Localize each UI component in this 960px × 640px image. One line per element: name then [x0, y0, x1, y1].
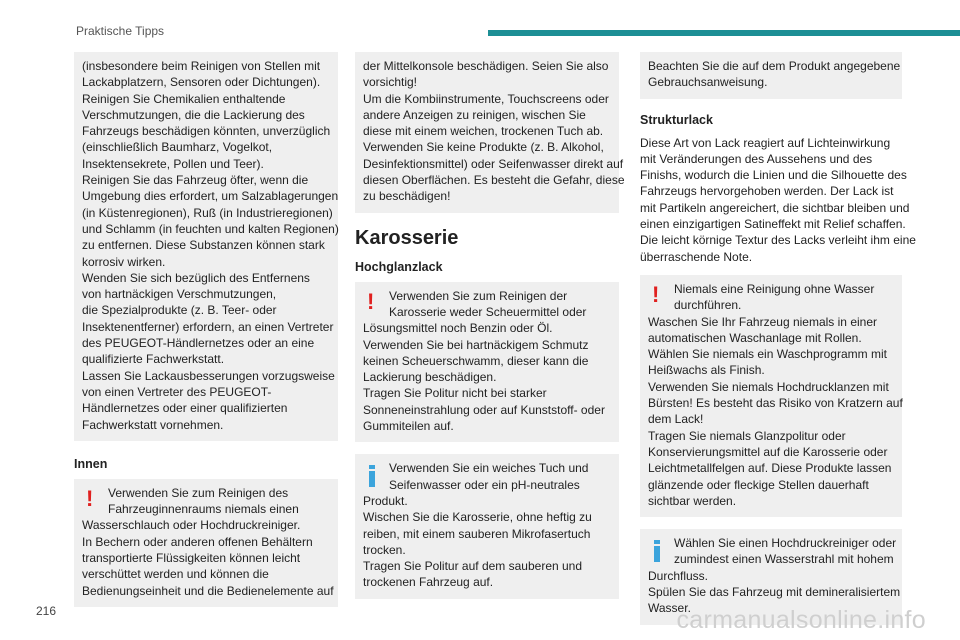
text-line: von einen Vertreter des PEUGEOT- [82, 384, 272, 399]
text-line: sichtbar werden. [648, 493, 737, 508]
warning-box-innen [74, 479, 338, 607]
note-box-continued [74, 52, 338, 441]
text-line: Fachwerkstatt vornehmen. [82, 417, 224, 432]
warning-exclamation-icon: ! [652, 281, 660, 307]
text-line: Verwenden Sie keine Produkte (z. B. Alkohol, [363, 140, 604, 155]
text-line: Wählen Sie niemals ein Waschprogramm mit [648, 347, 887, 362]
text-line: die Spezialprodukte (z. B. Teer- oder [82, 303, 277, 318]
heading-karosserie: Karosserie [355, 226, 459, 249]
text-line: Insektensekrete, Pollen und Teer). [82, 156, 264, 171]
text-line: Waschen Sie Ihr Fahrzeug niemals in einer [648, 314, 877, 329]
text-line: Insektenentferner) erfordern, an einen Vertreter [82, 319, 334, 334]
text-line: und Schlamm (in feuchten und kalten Regionen) [82, 221, 339, 236]
text-line: mit Partikeln angereichert, die sichtbar bleiben und [640, 200, 910, 215]
text-line: der Mittelkonsole beschädigen. Seien Sie also [363, 59, 609, 73]
header-accent-bar [488, 30, 960, 36]
text-line: diesen Oberflächen. Es besteht die Gefahr, diese [363, 173, 625, 188]
text-line: andere Anzeigen zu reinigen, wischen Sie [363, 107, 586, 122]
text-line: Tragen Sie Politur nicht bei starker [363, 386, 547, 401]
text-line: Lackabplatzern, Sensoren oder Dichtungen). [82, 75, 321, 90]
text-line: diese mit einem weichen, trockenen Tuch ab. [363, 124, 604, 139]
heading-innen: Innen [74, 456, 108, 471]
text-line: Reinigen Sie das Fahrzeug öfter, wenn die [82, 173, 309, 188]
text-line: korrosiv wirken. [82, 254, 166, 269]
text-line: einen einzigartigen Satineffekt mit Relief schaffen. [640, 217, 906, 232]
text-line: mit Veränderungen des Aussehens und des [640, 151, 873, 166]
text-line: Tragen Sie Politur auf dem sauberen und [363, 559, 583, 574]
text-line: vorsichtig! [363, 75, 418, 90]
text-line: Bedienungseinheit und die Bedienelemente auf [82, 583, 334, 598]
text-line: zu entfernen. Diese Substanzen können stark [82, 238, 325, 253]
text-line: verschüttet werden und können die [82, 567, 269, 582]
text-line: Sonneneinstrahlung oder auf Kunststoff- oder [363, 402, 605, 417]
text-line: durchführen. [674, 298, 742, 313]
text-line: Gummiteilen auf. [363, 419, 454, 434]
text-line: Wasserschlauch oder Hochdruckreiniger. [82, 518, 301, 533]
strukturlack-paragraph [640, 135, 916, 265]
page-number: 216 [36, 604, 57, 618]
info-icon [369, 465, 375, 487]
text-line: Produkt. [363, 493, 408, 508]
text-line: Fahrzeuginnenraums niemals einen [108, 502, 299, 517]
column-2 [355, 52, 625, 611]
note-box-continued [640, 52, 902, 99]
header-title: Praktische Tipps [76, 24, 165, 38]
heading-strukturlack: Strukturlack [640, 112, 713, 127]
text-line: Durchfluss. [648, 568, 709, 583]
text-line: In Bechern oder anderen offenen Behältern [82, 534, 313, 549]
text-line: zumindest einen Wasserstrahl mit hohem [674, 552, 894, 567]
warning-exclamation-icon: ! [86, 485, 94, 511]
info-icon [654, 540, 660, 562]
text-line: von hartnäckigen Verschmutzungen, [82, 287, 277, 302]
text-line: reiben, mit einem sauberen Mikrofasertuch [363, 526, 591, 541]
text-line: Konservierungsmittel auf die Karosserie oder [648, 444, 888, 459]
text-line: Tragen Sie niemals Glanzpolitur oder [648, 428, 846, 443]
warning-exclamation-icon: ! [367, 288, 375, 314]
note-box-continued [355, 52, 625, 213]
text-line: Wischen Sie die Karosserie, ohne heftig zu [363, 510, 592, 525]
info-box-hochglanz [355, 454, 619, 598]
text-line: Karosserie weder Scheuermittel oder [389, 304, 587, 319]
text-line: Verwenden Sie ein weiches Tuch und [389, 461, 589, 476]
column-3 [640, 52, 916, 637]
text-line: Diese Art von Lack reagiert auf Lichteinwirkung [640, 135, 891, 150]
text-line: zu beschädigen! [363, 189, 451, 204]
text-line: dem Lack! [648, 412, 704, 427]
text-line: Lackierung beschädigen. [363, 370, 497, 385]
text-line: Spülen Sie das Fahrzeug mit demineralisiertem [648, 585, 901, 600]
warning-box-strukturlack [640, 275, 902, 517]
text-line: Lassen Sie Lackausbesserungen vorzugsweise [82, 368, 335, 383]
text-line: Verwenden Sie bei hartnäckigem Schmutz [363, 337, 589, 352]
text-line: (in Küstenregionen), Ruß (in Industrieregionen) [82, 205, 333, 220]
text-line: keinen Scheuerschwamm, dieser kann die [363, 353, 589, 368]
text-line: Wenden Sie sich bezüglich des Entfernens [82, 270, 310, 285]
column-1 [74, 52, 338, 619]
text-line: (einschließlich Baumharz, Vogelkot, [82, 140, 273, 155]
text-line: Wasser. [648, 601, 691, 616]
text-line: überraschende Note. [640, 249, 753, 264]
text-line: Finishs, wodurch die Linien und die Silhouette des [640, 168, 907, 183]
text-line: des PEUGEOT-Händlernetzes oder an eine [82, 336, 315, 351]
text-line: Wählen Sie einen Hochdruckreiniger oder [674, 536, 897, 551]
text-line: Verwenden Sie zum Reinigen der [389, 288, 568, 303]
text-line: Desinfektionsmittel) oder Seifenwasser direkt auf [363, 156, 624, 171]
text-line: automatischen Waschanlage mit Rollen. [648, 330, 862, 345]
text-line: Leichtmetallfelgen auf. Diese Produkte lassen [648, 461, 892, 476]
text-line: Die leicht körnige Textur des Lacks verleiht ihm eine [640, 233, 916, 248]
text-line: Umgebung dies erfordert, um Salzablagerungen [82, 189, 339, 204]
text-line: Lösungsmittel noch Benzin oder Öl. [363, 321, 553, 336]
text-line: Fahrzeugs hervorgehoben werden. Der Lack ist [640, 184, 894, 199]
text-line: Um die Kombiinstrumente, Touchscreens oder [363, 91, 609, 106]
text-line: Beachten Sie die auf dem Produkt angegebene [648, 59, 901, 73]
text-line: trockenen Fahrzeug auf. [363, 575, 494, 590]
text-line: Heißwachs als Finish. [648, 363, 765, 378]
text-line: Händlernetzes oder einer qualifizierten [82, 401, 288, 416]
heading-hochglanzlack: Hochglanzlack [355, 259, 443, 274]
text-line: Verwenden Sie niemals Hochdrucklanzen mit [648, 379, 889, 394]
text-line: Fahrzeugs beschädigen könnten, unverzüglich [82, 124, 331, 139]
text-line: Seifenwasser oder ein pH-neutrales [389, 477, 580, 492]
text-line: glänzende oder fleckige Stellen dauerhaft [648, 477, 869, 492]
text-line: Bürsten! Es besteht das Risiko von Kratzern auf [648, 396, 903, 411]
text-line: transportierte Flüssigkeiten können leicht [82, 551, 301, 566]
text-line: trocken. [363, 542, 406, 557]
text-line: (insbesondere beim Reinigen von Stellen mit [82, 59, 321, 73]
warning-box-hochglanz [355, 282, 619, 443]
text-line: qualifizierte Fachwerkstatt. [82, 352, 225, 367]
text-line: Verwenden Sie zum Reinigen des [108, 485, 289, 500]
text-line: Gebrauchsanweisung. [648, 75, 768, 90]
text-line: Niemals eine Reinigung ohne Wasser [674, 281, 875, 296]
text-line: Reinigen Sie Chemikalien enthaltende [82, 91, 286, 106]
text-line: Verschmutzungen, die die Lackierung des [82, 107, 305, 122]
watermark: carmanualsonline.info [676, 606, 926, 634]
